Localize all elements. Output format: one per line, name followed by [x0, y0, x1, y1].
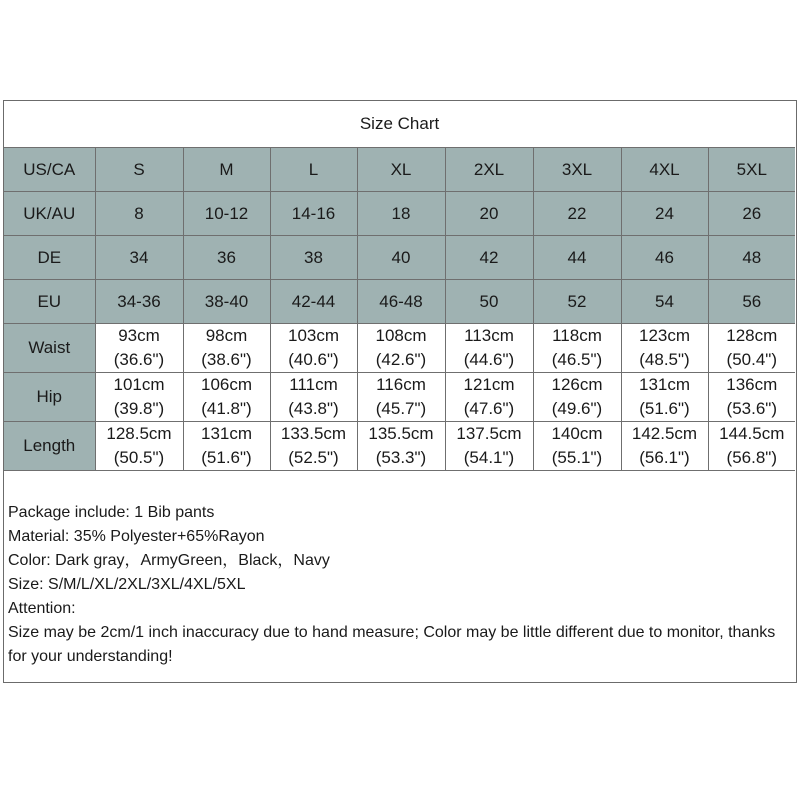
note-line: Size: S/M/L/XL/2XL/3XL/4XL/5XL: [8, 576, 246, 593]
cm-value: 128cm: [726, 326, 778, 345]
cm-value: 144.5cm: [719, 424, 785, 443]
product-notes: [8, 501, 788, 669]
inch-value: (46.5"): [551, 350, 603, 369]
inch-value: (38.6"): [201, 350, 252, 369]
row-label: Length: [4, 422, 95, 471]
inch-value: (55.1"): [551, 448, 603, 467]
measurement-cell: [183, 373, 270, 422]
size-cell: 20: [445, 192, 533, 236]
inch-value: (44.6"): [463, 350, 515, 369]
inch-value: (54.1"): [463, 448, 515, 467]
size-cell: 50: [445, 280, 533, 324]
size-cell: S: [95, 148, 183, 192]
note-line: Material: 35% Polyester+65%Rayon: [8, 528, 265, 545]
cm-value: 142.5cm: [631, 424, 698, 443]
row-label: Waist: [4, 324, 95, 373]
cm-value: 135.5cm: [368, 424, 434, 443]
inch-value: (52.5"): [288, 448, 339, 467]
size-cell: 18: [357, 192, 445, 236]
inch-value: (53.6"): [726, 399, 777, 418]
measurement-cell: [445, 422, 533, 471]
cm-value: 126cm: [551, 375, 603, 394]
inch-value: (50.5"): [113, 448, 165, 467]
measurement-row: [4, 373, 795, 422]
size-cell: 8: [95, 192, 183, 236]
size-cell: 2XL: [445, 148, 533, 192]
measurement-cell: [95, 422, 183, 471]
size-cell: 38: [270, 236, 357, 280]
cm-value: 133.5cm: [280, 424, 347, 443]
row-label: Hip: [4, 373, 95, 422]
cm-value: 113cm: [464, 326, 514, 345]
measurement-cell: [445, 324, 533, 373]
inch-value: (53.3"): [375, 448, 427, 467]
inch-value: (51.6"): [201, 448, 252, 467]
measurement-cell: [708, 324, 795, 373]
measurement-cell: [270, 422, 357, 471]
size-cell: 46-48: [357, 280, 445, 324]
size-cell: 4XL: [621, 148, 708, 192]
size-cell: 48: [708, 236, 795, 280]
size-cell: L: [270, 148, 357, 192]
note-line: Color: Dark gray，ArmyGreen，Black，Navy: [8, 552, 330, 569]
cm-value: 111cm: [289, 375, 338, 394]
inch-value: (49.6"): [551, 399, 603, 418]
size-cell: 10-12: [183, 192, 270, 236]
size-cell: 52: [533, 280, 621, 324]
measurement-cell: [183, 422, 270, 471]
cm-value: 128.5cm: [106, 424, 172, 443]
cm-value: 108cm: [375, 326, 427, 345]
size-row: [4, 280, 795, 324]
size-cell: 44: [533, 236, 621, 280]
measurement-cell: [270, 373, 357, 422]
inch-value: (48.5"): [639, 350, 690, 369]
measurement-row: [4, 422, 795, 471]
size-cell: M: [183, 148, 270, 192]
size-cell: 5XL: [708, 148, 795, 192]
size-cell: 40: [357, 236, 445, 280]
inch-value: (45.7"): [375, 399, 427, 418]
size-cell: 56: [708, 280, 795, 324]
measurement-cell: [270, 324, 357, 373]
measurement-cell: [708, 422, 795, 471]
inch-value: (51.6"): [639, 399, 690, 418]
note-line: Attention:: [8, 600, 76, 617]
cm-value: 131cm: [200, 424, 253, 443]
measurement-cell: [533, 373, 621, 422]
note-line: Package include: 1 Bib pants: [8, 504, 215, 521]
cm-value: 123cm: [638, 326, 691, 345]
size-cell: XL: [357, 148, 445, 192]
measurement-cell: [621, 422, 708, 471]
row-label: US/CA: [4, 148, 95, 192]
cm-value: 101cm: [113, 375, 165, 394]
inch-value: (56.8"): [726, 448, 777, 467]
size-cell: 14-16: [270, 192, 357, 236]
measurement-cell: [357, 324, 445, 373]
measurement-cell: [533, 422, 621, 471]
inch-value: (41.8"): [201, 399, 252, 418]
row-label: DE: [4, 236, 95, 280]
size-row: [4, 236, 795, 280]
cm-value: 137.5cm: [456, 424, 522, 443]
cm-value: 98cm: [205, 326, 248, 345]
size-cell: 42-44: [270, 280, 357, 324]
row-label: EU: [4, 280, 95, 324]
measurement-row: [4, 324, 795, 373]
measurement-cell: [357, 373, 445, 422]
inch-value: (40.6"): [288, 350, 339, 369]
cm-value: 106cm: [200, 375, 253, 394]
cm-value: 136cm: [726, 375, 778, 394]
cm-value: 116cm: [376, 375, 426, 394]
inch-value: (56.1"): [639, 448, 690, 467]
note-line: Size may be 2cm/1 inch inaccuracy due to hand measure; Color may be little different due to monitor, thanks for your understanding!: [8, 624, 776, 665]
cm-value: 103cm: [287, 326, 340, 345]
measurement-cell: [445, 373, 533, 422]
size-chart-table: [4, 101, 795, 471]
size-cell: 24: [621, 192, 708, 236]
inch-value: (39.8"): [113, 399, 165, 418]
cm-value: 118cm: [552, 326, 602, 345]
size-cell: 46: [621, 236, 708, 280]
size-chart-frame: [3, 100, 797, 683]
size-cell: 34: [95, 236, 183, 280]
size-cell: 42: [445, 236, 533, 280]
inch-value: (36.6"): [113, 350, 165, 369]
size-chart-title: Size Chart: [4, 101, 795, 148]
cm-value: 93cm: [118, 326, 160, 345]
measurement-cell: [533, 324, 621, 373]
size-row: [4, 192, 795, 236]
size-cell: 36: [183, 236, 270, 280]
size-cell: 26: [708, 192, 795, 236]
measurement-cell: [357, 422, 445, 471]
title-row: [4, 101, 795, 148]
measurement-cell: [621, 324, 708, 373]
measurement-cell: [183, 324, 270, 373]
size-cell: 3XL: [533, 148, 621, 192]
measurement-cell: [95, 324, 183, 373]
cm-value: 121cm: [463, 375, 515, 394]
size-cell: 54: [621, 280, 708, 324]
measurement-cell: [95, 373, 183, 422]
measurement-cell: [708, 373, 795, 422]
cm-value: 140cm: [551, 424, 603, 443]
size-row: [4, 148, 795, 192]
inch-value: (43.8"): [288, 399, 339, 418]
row-label: UK/AU: [4, 192, 95, 236]
measurement-cell: [621, 373, 708, 422]
cm-value: 131cm: [638, 375, 691, 394]
size-cell: 22: [533, 192, 621, 236]
inch-value: (42.6"): [375, 350, 427, 369]
size-cell: 38-40: [183, 280, 270, 324]
inch-value: (50.4"): [726, 350, 777, 369]
size-cell: 34-36: [95, 280, 183, 324]
inch-value: (47.6"): [463, 399, 515, 418]
